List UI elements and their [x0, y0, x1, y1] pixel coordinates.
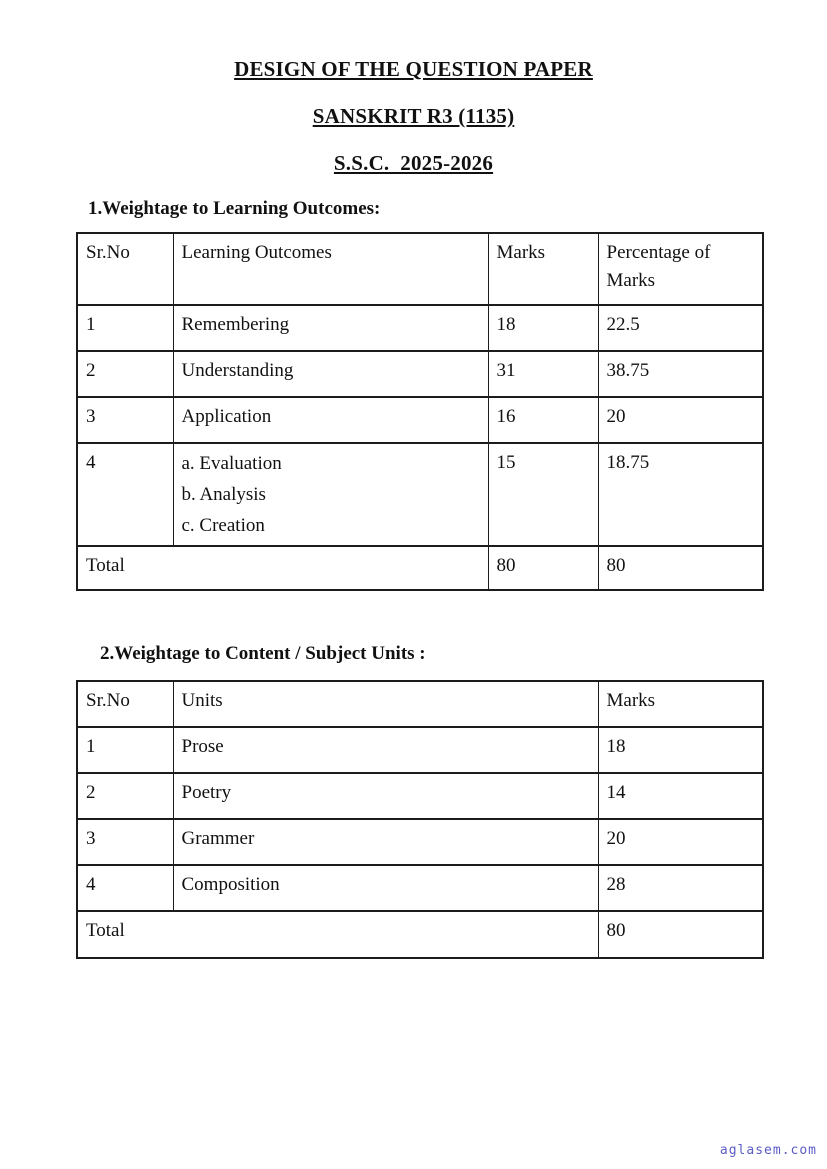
learning-outcomes-table — [76, 232, 764, 591]
outcome-line-analysis: b. Analysis — [181, 483, 266, 505]
total-percentage-cell: 80 — [598, 546, 763, 590]
percentage-cell: 20 — [598, 397, 763, 443]
marks-cell: 28 — [598, 865, 763, 911]
col-header-marks: Marks — [488, 233, 598, 305]
table-header-row — [77, 233, 763, 305]
outcome-cell: Remembering — [173, 305, 488, 351]
unit-cell: Grammer — [173, 819, 598, 865]
table-total-row — [77, 911, 763, 958]
total-label-cell: Total — [77, 546, 488, 590]
table-row — [77, 351, 763, 397]
section-heading-learning-outcomes: 1.Weightage to Learning Outcomes: — [88, 198, 381, 219]
marks-cell: 18 — [598, 727, 763, 773]
total-marks-cell: 80 — [488, 546, 598, 590]
marks-cell: 14 — [598, 773, 763, 819]
document-title-line-2: SANSKRIT R3 (1135) — [312, 104, 515, 128]
srno-cell: 4 — [77, 865, 173, 911]
col-header-percentage: Percentage of Marks — [598, 233, 763, 305]
col-header-units: Units — [173, 681, 598, 727]
section-heading-content-units: 2.Weightage to Content / Subject Units : — [100, 643, 426, 665]
table-header-row — [77, 681, 763, 727]
outcome-cell: Application — [173, 397, 488, 443]
unit-cell: Prose — [173, 727, 598, 773]
col-header-srno: Sr.No — [77, 233, 173, 305]
srno-cell: 1 — [77, 305, 173, 351]
srno-cell: 2 — [77, 773, 173, 819]
marks-cell: 31 — [488, 351, 598, 397]
table-row — [77, 443, 763, 546]
table-row — [77, 397, 763, 443]
percentage-cell: 18.75 — [598, 443, 763, 546]
outcome-cell: Understanding — [173, 351, 488, 397]
marks-cell: 20 — [598, 819, 763, 865]
table-row — [77, 773, 763, 819]
total-marks-cell: 80 — [598, 911, 763, 958]
outcome-line-evaluation: a. Evaluation — [181, 453, 282, 474]
table-row — [77, 819, 763, 865]
aglasem-watermark: aglasem.com — [719, 1143, 817, 1158]
document-title-line-3: S.S.C. 2025-2026 — [333, 151, 494, 175]
table-total-row — [77, 546, 763, 590]
unit-cell: Poetry — [173, 773, 598, 819]
percentage-cell: 22.5 — [598, 305, 763, 351]
percentage-cell: 38.75 — [598, 351, 763, 397]
col-header-learning-outcomes: Learning Outcomes — [173, 233, 488, 305]
outcome-cell — [173, 443, 488, 546]
marks-cell: 16 — [488, 397, 598, 443]
table-row — [77, 305, 763, 351]
content-units-table — [76, 680, 764, 959]
srno-cell: 3 — [77, 397, 173, 443]
srno-cell: 2 — [77, 351, 173, 397]
srno-cell: 4 — [77, 443, 173, 546]
col-header-marks: Marks — [598, 681, 763, 727]
document-title-block — [0, 0, 827, 176]
outcome-line-creation: c. Creation — [181, 514, 265, 536]
col-header-srno: Sr.No — [77, 681, 173, 727]
marks-cell: 18 — [488, 305, 598, 351]
total-label-cell: Total — [77, 911, 598, 958]
document-title-line-1: DESIGN OF THE QUESTION PAPER — [234, 57, 593, 81]
srno-cell: 3 — [77, 819, 173, 865]
unit-cell: Composition — [173, 865, 598, 911]
table-row — [77, 727, 763, 773]
marks-cell: 15 — [488, 443, 598, 546]
srno-cell: 1 — [77, 727, 173, 773]
table-row — [77, 865, 763, 911]
